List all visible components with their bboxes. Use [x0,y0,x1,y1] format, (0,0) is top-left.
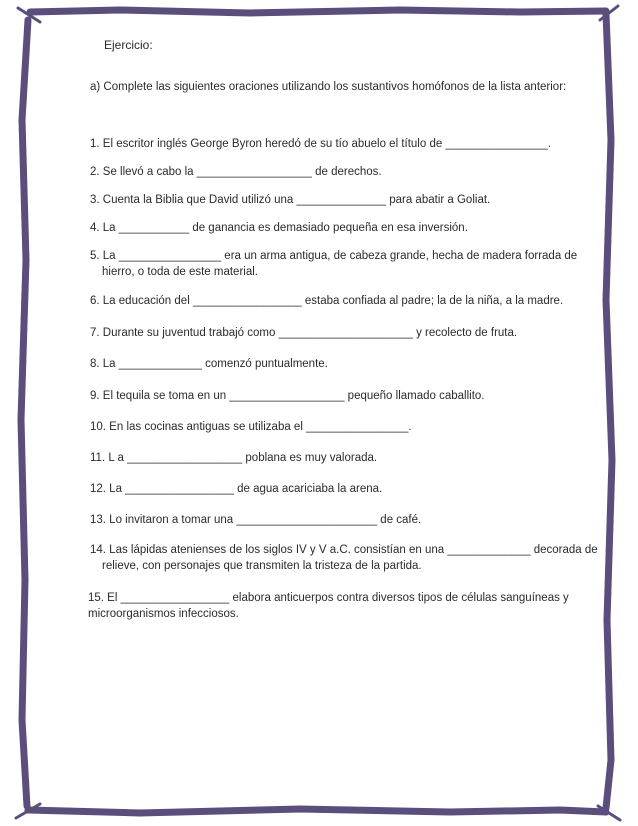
exercise-item-9 [90,388,485,404]
exercise-item-4 [90,220,468,236]
exercise-item-5 [90,248,577,280]
item-line: 15. El _________________ elabora anticuerpos contra diversos tipos de células sanguíneas y [88,592,569,604]
item-line: 1. El escritor inglés George Byron heredó de su tío abuelo el título de ________________. [90,138,551,150]
item-line: 12. La _________________ de agua acariciaba la arena. [90,483,383,495]
exercise-item-8 [90,356,328,372]
item-line: 10. En las cocinas antiguas se utilizaba el ________________. [90,421,412,433]
item-line: 4. La ___________ de ganancia es demasiado pequeña en esa inversión. [90,222,468,234]
exercise-heading: Ejercicio: [104,38,153,52]
item-line: 3. Cuenta la Biblia que David utilizó una ______________ para abatir a Goliat. [90,194,491,206]
item-line: hierro, o toda de este material. [102,266,258,278]
exercise-item-3 [90,192,490,208]
item-line: 2. Se llevó a cabo la __________________ de derechos. [90,166,382,178]
item-line: relieve, con personajes que transmiten la tristeza de la partida. [102,560,422,572]
exercise-item-7 [90,325,517,341]
exercise-item-10 [90,419,412,435]
exercise-item-2 [90,164,382,180]
item-line: 8. La _____________ comenzó puntualmente. [90,358,328,370]
exercise-item-12 [90,481,382,497]
item-line: microorganismos infecciosos. [88,608,239,620]
exercise-item-15 [88,590,569,622]
item-line: 5. La ________________ era un arma antigua, de cabeza grande, hecha de madera forrada de [90,250,578,262]
exercise-item-1 [90,136,551,152]
exercise-item-6 [90,293,563,309]
instruction-text: a) Complete las siguientes oraciones utilizando los sustantivos homófonos de la lista anterior: [90,81,567,93]
item-line: 14. Las lápidas atenienses de los siglos IV y V a.C. consistían en una _____________ decorada de [90,544,598,556]
exercise-item-11 [90,450,377,466]
item-line: 13. Lo invitaron a tomar una ______________________ de café. [90,514,422,526]
item-line: 9. El tequila se toma en un __________________ pequeño llamado caballito. [90,390,485,402]
item-line: 11. L a __________________ poblana es muy valorada. [90,452,378,464]
item-line: 7. Durante su juventud trabajó como _____________________ y recolecto de fruta. [90,327,518,339]
exercise-item-13 [90,512,421,528]
item-line: 6. La educación del _________________ estaba confiada al padre; la de la niña, a la madre. [90,295,564,307]
exercise-item-14 [90,542,598,574]
